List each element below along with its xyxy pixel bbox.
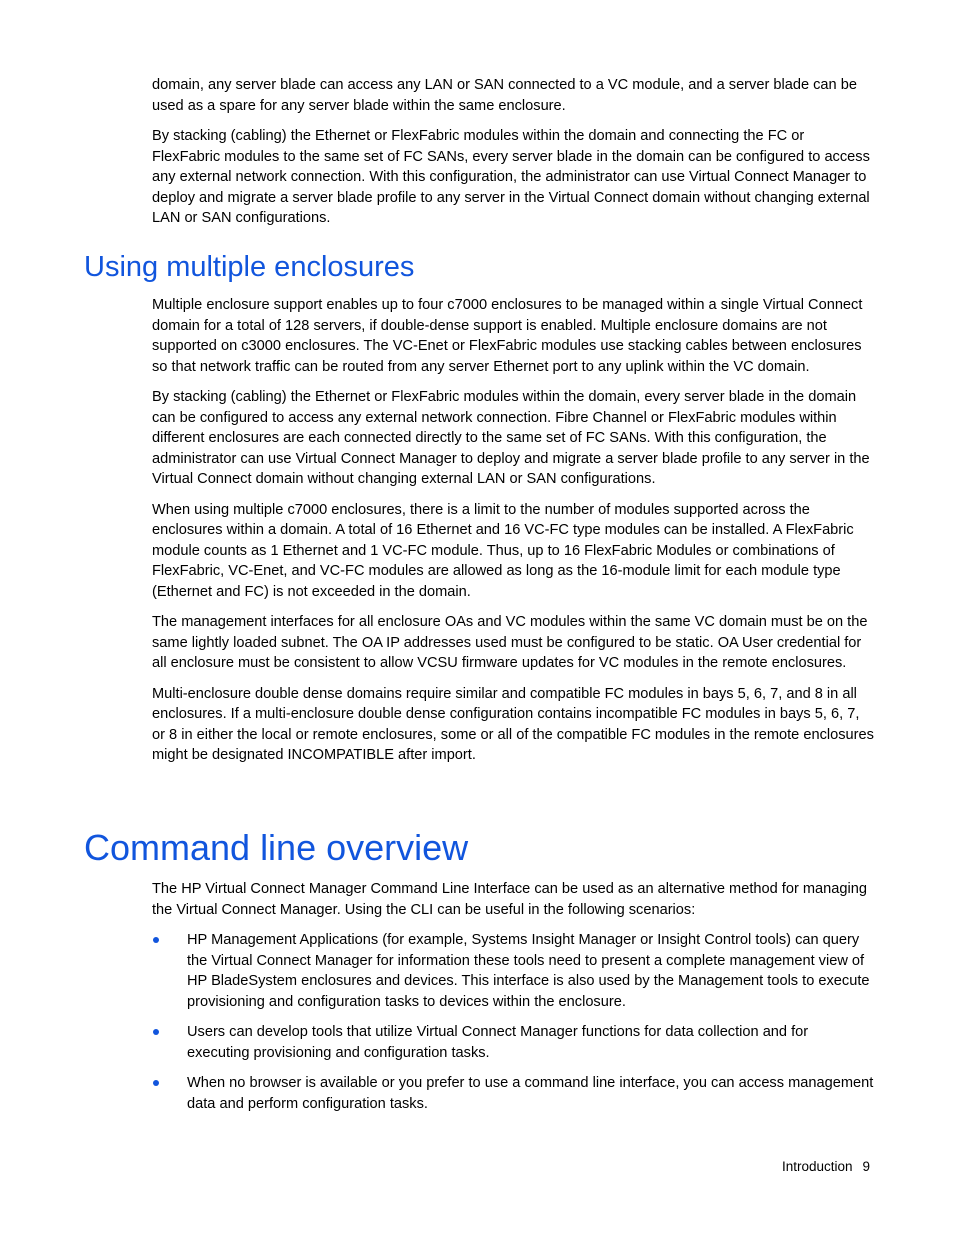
list-item [152, 930, 874, 1012]
heading-using-multiple-enclosures: Using multiple enclosures [84, 251, 415, 283]
intro-text [152, 75, 874, 239]
list-item-text: Users can develop tools that utilize Virtual Connect Manager functions for data collection and for executing provisioning and configuration tasks. [187, 1024, 809, 1061]
list-item-text: When no browser is available or you prefer to use a command line interface, you can access management data and perform configuration tasks. [187, 1075, 874, 1112]
intro-paragraph-1: domain, any server blade can access any LAN or SAN connected to a VC module, and a server blade can be used as a spare for any server blade within the same enclosure. [152, 77, 857, 114]
footer-section-name: Introduction [781, 1159, 853, 1174]
page-number: 9 [862, 1159, 870, 1174]
multi-paragraph-5: Multi-enclosure double dense domains require similar and compatible FC modules in bays 5, 6, 7, and 8 in all enclosures. If a multi-enclosure double dense configuration contains incompatible FC modules in bays 5, 6, 7, or 8 in either the local or remote enclosures, some or all of the compatible FC modules in the remote enclosures might be designated INCOMPATIBLE after import. [152, 685, 874, 763]
multi-enclosure-text [152, 295, 874, 776]
multi-paragraph-3: When using multiple c7000 enclosures, there is a limit to the number of modules supported across the enclosures within a domain. A total of 16 Ethernet and 16 VC-FC type modules can be installed. A FlexFabric module counts as 1 Ethernet and 1 VC-FC module. Thus, up to 16 FlexFabric Modules or combinations of FlexFabric, VC-Enet, and VC-FC modules are allowed as long as the 16-module limit for each module type (Ethernet and FC) is not exceeded in the domain. [152, 501, 854, 600]
multi-paragraph-1: Multiple enclosure support enables up to four c7000 enclosures to be managed within a single Virtual Connect domain for a total of 128 servers, if double-dense support is enabled. Multiple enclosure domains are not supported on c3000 enclosures. The VC-Enet or FlexFabric modules use stacking cables between enclosures so that network traffic can be routed from any server Ethernet port to any uplink within the VC domain. [152, 297, 863, 375]
list-item [152, 1022, 874, 1063]
bullet-dot-icon [153, 937, 159, 943]
bullet-dot-icon [153, 1080, 159, 1086]
heading-command-line-overview: Command line overview [84, 827, 469, 868]
bullet-dot-icon [153, 1029, 159, 1035]
multi-paragraph-2: By stacking (cabling) the Ethernet or FlexFabric modules within the domain, every server blade in the domain can be configured to access any external network connection. Fibre Channel or FlexFabric modules within different enclosures are each connected directly to the same set of FC SANs. With this configuration, the administrator can use Virtual Connect Manager to deploy and migrate a server blade profile to any server in the Virtual Connect domain without changing external LAN or SAN configurations. [152, 389, 870, 487]
list-item-text: HP Management Applications (for example, Systems Insight Manager or Insight Control tools) can query the Virtual Connect Manager for information these tools need to present a complete management view of HP BladeSystem enclosures and devices. This interface is also used by the Management tools to execute provisioning and configuration tasks to devices within the enclosure. [187, 932, 870, 1010]
intro-paragraph-2: By stacking (cabling) the Ethernet or FlexFabric modules within the domain and connecting the FC or FlexFabric modules to the same set of FC SANs, every server blade in the domain can be configured to access any external network connection. With this configuration, the administrator can use Virtual Connect Manager to deploy and migrate a server blade profile to any server in the Virtual Connect domain without changing external LAN or SAN configurations. [152, 128, 870, 226]
cli-text [152, 879, 874, 1124]
page-footer [782, 1158, 870, 1176]
cli-scenario-list [152, 930, 874, 1114]
cli-intro-paragraph: The HP Virtual Connect Manager Command Line Interface can be used as an alternative method for managing the Virtual Connect Manager. Using the CLI can be useful in the following scenarios: [152, 881, 867, 918]
list-item [152, 1073, 874, 1114]
multi-paragraph-4: The management interfaces for all enclosure OAs and VC modules within the same VC domain must be on the same lightly loaded subnet. The OA IP addresses used must be configured to be static. OA User credential for all enclosure must be consistent to allow VCSU firmware updates for VC modules in the remote enclosures. [152, 614, 868, 671]
